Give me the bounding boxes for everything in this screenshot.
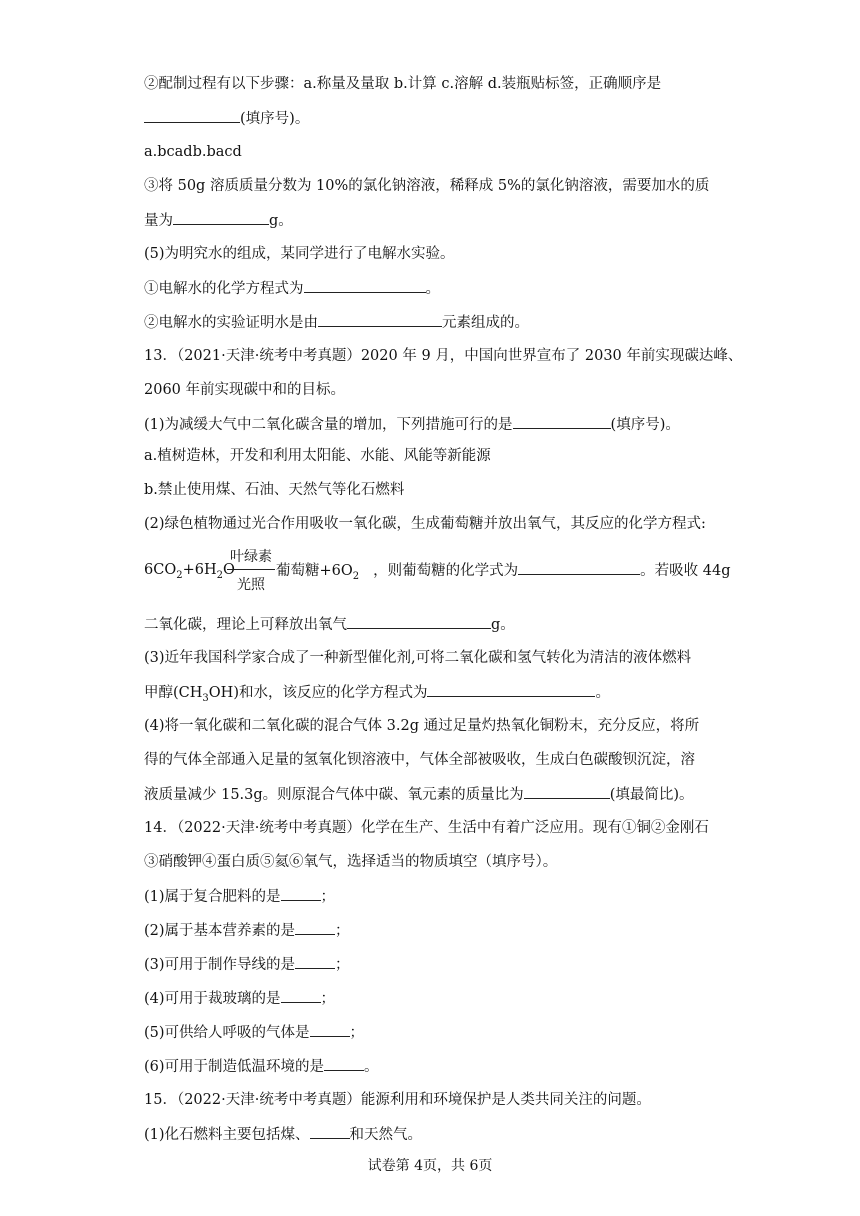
q15-p1 <box>144 1124 422 1145</box>
q15-stem-text: 15．（2022·天津·统考中考真题）能源利用和环境保护是人类共同关注的问题。 <box>144 1092 651 1108</box>
q13-p1-end: (填序号)。 <box>610 417 680 433</box>
q12-options <box>144 142 242 162</box>
q14-stem-2-text: ③硝酸钾④蛋白质⑤氦⑥氧气，选择适当的物质填空（填序号）。 <box>144 854 558 870</box>
q12-step2-end: (填序号)。 <box>240 111 310 127</box>
q14-item-end: ； <box>320 991 336 1007</box>
answer-blank[interactable] <box>281 886 321 901</box>
reaction-arrow-line <box>227 569 275 570</box>
q15-stem <box>144 1090 651 1110</box>
q12-p5 <box>144 244 455 264</box>
answer-blank[interactable] <box>427 682 595 697</box>
formula-sub: 3 <box>202 692 209 704</box>
q12-step3-unit: g。 <box>269 213 293 229</box>
q13-p4-b <box>144 750 695 770</box>
q13-p2-text: (2)绿色植物通过光合作用吸收一氧化碳，生成葡萄糖并放出氧气，其反应的化学方程式: <box>144 516 706 532</box>
q14-item-end: ； <box>335 923 350 939</box>
eq-sub: 2 <box>216 569 223 581</box>
q13-p3-a <box>144 648 691 668</box>
answer-blank[interactable] <box>518 560 640 575</box>
q13-p4-a-text: (4)将一氧化碳和二氧化碳的混合气体 3.2g 通过足量灼热氧化铜粉末，充分反应，将所 <box>144 718 700 734</box>
q13-p3-a-text: (3)近年我国科学家合成了一种新型催化剂,可将二氧化碳和氢气转化为清洁的液体燃料 <box>144 650 692 666</box>
answer-blank[interactable] <box>295 954 335 969</box>
q15-p1-text: (1)化石燃料主要包括煤、 <box>144 1127 310 1143</box>
q12-p5-1-text: ①电解水的化学方程式为 <box>144 281 304 297</box>
eq-right: 葡萄糖+6O <box>276 563 353 579</box>
q14-item <box>144 886 335 907</box>
answer-blank[interactable] <box>524 784 610 799</box>
q14-item-text: (5)可供给人呼吸的气体是 <box>144 1025 310 1041</box>
q13-stem-1 <box>144 346 742 366</box>
q13-p2-cont-text: 二氧化碳，理论上可释放出氧气 <box>144 617 347 633</box>
q13-p4-b-text: 得的气体全部通入足量的氢氧化钡溶液中，气体全部被吸收，生成白色碳酸钡沉淀，溶 <box>144 752 695 768</box>
q14-item <box>144 954 350 975</box>
answer-blank[interactable] <box>295 920 335 935</box>
q13-p1-text: (1)为减缓大气中二氧化碳含量的增加，下列措施可行的是 <box>144 417 513 433</box>
q13-option-b-text: b.禁止使用煤、石油、天然气等化石燃料 <box>144 482 405 498</box>
answer-blank[interactable] <box>144 108 240 123</box>
q14-item <box>144 988 335 1009</box>
q13-option-b <box>144 480 404 500</box>
q14-item-text: (4)可用于裁玻璃的是 <box>144 991 281 1007</box>
q12-step3-text: ③将 50g 溶质质量分数为 10%的氯化钠溶液，稀释成 5%的氯化钠溶液，需要加水的质 <box>144 178 710 194</box>
q14-item <box>144 920 350 941</box>
q13-stem-1-text: 13．（2021·天津·统考中考真题）2020 年 9 月，中国向世界宣布了 2030 年前实现碳达峰、 <box>144 348 743 364</box>
answer-blank[interactable] <box>513 414 611 429</box>
q12-step2-answer <box>144 108 309 129</box>
answer-blank[interactable] <box>318 312 442 327</box>
q13-p2-cont <box>144 614 515 635</box>
q13-p4-c-text: 液质量减少 15.3g。则原混合气体中碳、氧元素的质量比为 <box>144 787 524 803</box>
eq-tail-2: 。若吸收 44g <box>640 563 731 579</box>
q13-equation-left <box>144 560 235 586</box>
q12-step3 <box>144 176 709 196</box>
q14-item-end: ； <box>320 889 336 905</box>
q13-stem-2 <box>144 380 345 400</box>
q12-p5-2-end: 元素组成的。 <box>442 315 529 331</box>
eq-sub: 2 <box>352 570 360 582</box>
q12-p5-1-end: 。 <box>425 281 440 297</box>
eq-left-3: O <box>223 562 235 578</box>
q14-stem-2 <box>144 852 557 872</box>
q12-p5-2 <box>144 312 529 333</box>
eq-sub: 2 <box>176 569 183 581</box>
q13-p3-b2-text: OH)和水，该反应的化学方程式为 <box>208 685 428 701</box>
q14-item-text: (1)属于复合肥料的是 <box>144 889 281 905</box>
q14-stem-1 <box>144 818 709 838</box>
q12-step2-text: ②配制过程有以下步骤：a.称量及量取 b.计算 c.溶解 d.装瓶贴标签，正确顺序是 <box>144 76 662 92</box>
q12-p5-2-text: ②电解水的实验证明水是由 <box>144 315 318 331</box>
q13-p4-a <box>144 716 699 736</box>
answer-blank[interactable] <box>310 1022 350 1037</box>
q12-step3-cont <box>144 210 293 231</box>
q14-item-end: ； <box>349 1025 365 1041</box>
q14-item <box>144 1056 379 1077</box>
q13-p4-end: (填最简比)。 <box>609 787 694 803</box>
eq-left-2: +6H <box>182 562 217 578</box>
q13-option-a <box>144 446 491 466</box>
answer-blank[interactable] <box>324 1056 364 1071</box>
condition-bottom: 光照 <box>237 577 265 593</box>
answer-blank[interactable] <box>304 278 426 293</box>
q13-p4-c <box>144 784 694 805</box>
q12-step2 <box>144 74 661 94</box>
q13-p2 <box>144 514 706 534</box>
answer-blank[interactable] <box>347 614 491 629</box>
answer-blank[interactable] <box>281 988 321 1003</box>
reaction-condition <box>227 548 275 593</box>
q12-step3-cont-text: 量为 <box>144 213 173 229</box>
q13-stem-2-text: 2060 年前实现碳中和的目标。 <box>144 382 346 398</box>
answer-blank[interactable] <box>173 210 269 225</box>
q12-options-text: a.bcadb.bacd <box>144 144 242 160</box>
q15-p1-end: 和天然气。 <box>349 1127 423 1143</box>
q14-item-end: 。 <box>364 1059 379 1075</box>
answer-blank[interactable] <box>310 1124 350 1139</box>
condition-top: 叶绿素 <box>230 549 272 565</box>
q13-p3-end: 。 <box>595 685 610 701</box>
q14-item-end: ； <box>335 957 350 973</box>
q14-item-text: (2)属于基本营养素的是 <box>144 923 296 939</box>
q14-item-text: (6)可用于制造低温环境的是 <box>144 1059 325 1075</box>
q13-equation-right <box>276 560 730 587</box>
q13-p3-b-text: 甲醇(CH <box>144 685 203 701</box>
page-footer: 试卷第 4页，共 6页 <box>367 1158 493 1174</box>
q14-stem-1-text: 14．（2022·天津·统考中考真题）化学在生产、生活中有着广泛应用。现有①铜②金刚石 <box>144 820 709 836</box>
q13-option-a-text: a.植树造林，开发和利用太阳能、水能、风能等新能源 <box>144 448 491 464</box>
q13-p3-b <box>144 682 610 709</box>
eq-tail: ，则葡萄糖的化学式为 <box>373 563 519 579</box>
q12-p5-1 <box>144 278 440 299</box>
eq-left: 6CO <box>144 562 177 578</box>
q13-p2-unit: g。 <box>491 617 515 633</box>
q13-p1 <box>144 414 680 435</box>
q14-item-text: (3)可用于制作导线的是 <box>144 957 296 973</box>
q12-p5-text: (5)为明究水的组成，某同学进行了电解水实验。 <box>144 246 455 262</box>
q14-item <box>144 1022 364 1043</box>
